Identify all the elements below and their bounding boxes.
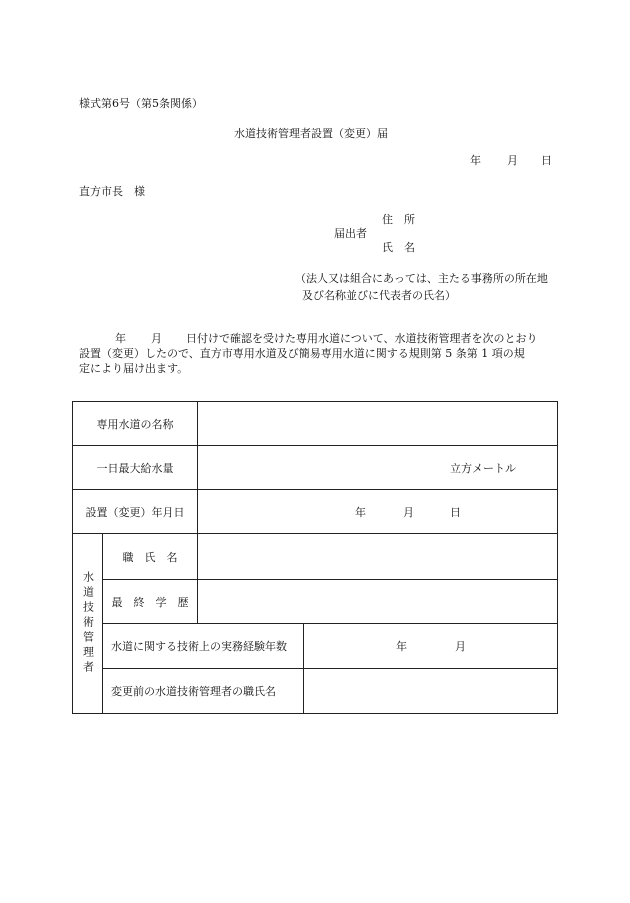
body-line-3: 定により届け出ます。 (79, 362, 189, 375)
manager-group-cell (73, 534, 103, 714)
reporter-label: 届出者 (334, 227, 367, 240)
table-row-previous-manager (73, 669, 558, 714)
install-date-day: 日 (450, 505, 461, 519)
submission-date (470, 155, 552, 166)
title-name-label: 職 氏 名 (103, 534, 198, 580)
waterworks-name-field[interactable] (198, 402, 558, 446)
addressee: 直方市長 様 (79, 185, 145, 198)
registration-table (72, 401, 558, 714)
reporter-address-label: 住 所 (382, 213, 415, 226)
install-date-label: 設置（変更）年月日 (73, 490, 198, 534)
install-date-year: 年 (355, 505, 366, 519)
install-date-field[interactable] (198, 490, 558, 534)
experience-year: 年 (396, 640, 407, 653)
education-label: 最 終 学 歴 (103, 580, 198, 624)
install-date-month: 月 (403, 505, 414, 519)
reporter-name-label: 氏 名 (382, 241, 415, 254)
document-title: 水道技術管理者設置（変更）届 (234, 127, 388, 140)
max-daily-supply-unit: 立方メートル (450, 461, 516, 475)
date-month: 月 (507, 154, 518, 167)
reporter-note-line2: 及び名称並びに代表者の氏名） (302, 289, 456, 302)
max-daily-supply-field[interactable] (198, 446, 558, 490)
body-year: 年 (115, 332, 126, 345)
table-row-title-name (73, 534, 558, 580)
table-row-install-date (73, 490, 558, 534)
reporter-note-line1: （法人又は組合にあっては、主たる事務所の所在地 (295, 272, 548, 285)
table-row-waterworks-name (73, 402, 558, 446)
body-month: 月 (151, 332, 162, 345)
max-daily-supply-label: 一日最大給水量 (73, 446, 198, 490)
waterworks-name-label: 専用水道の名称 (73, 402, 198, 446)
title-name-field[interactable] (198, 534, 558, 580)
previous-manager-label: 変更前の水道技術管理者の職氏名 (103, 669, 304, 714)
body-line-2: 設置（変更）したので、直方市専用水道及び簡易専用水道に関する規則第 5 条第 1 項の規 (79, 347, 525, 360)
education-field[interactable] (198, 580, 558, 624)
experience-month: 月 (455, 640, 466, 653)
table-row-education (73, 580, 558, 624)
manager-group-label: 水道技術管理者 (81, 571, 95, 676)
body-line1-text: 日付けで確認を受けた専用水道について、水道技術管理者を次のとおり (186, 332, 538, 345)
form-number: 様式第6号（第5条関係） (79, 97, 203, 110)
previous-manager-field[interactable] (304, 669, 558, 714)
body-line-1 (115, 333, 538, 344)
table-row-experience (73, 624, 558, 669)
table-row-max-supply (73, 446, 558, 490)
experience-field[interactable] (304, 624, 558, 669)
date-day: 日 (541, 154, 552, 167)
date-year: 年 (470, 154, 481, 167)
experience-label: 水道に関する技術上の実務経験年数 (103, 624, 304, 669)
